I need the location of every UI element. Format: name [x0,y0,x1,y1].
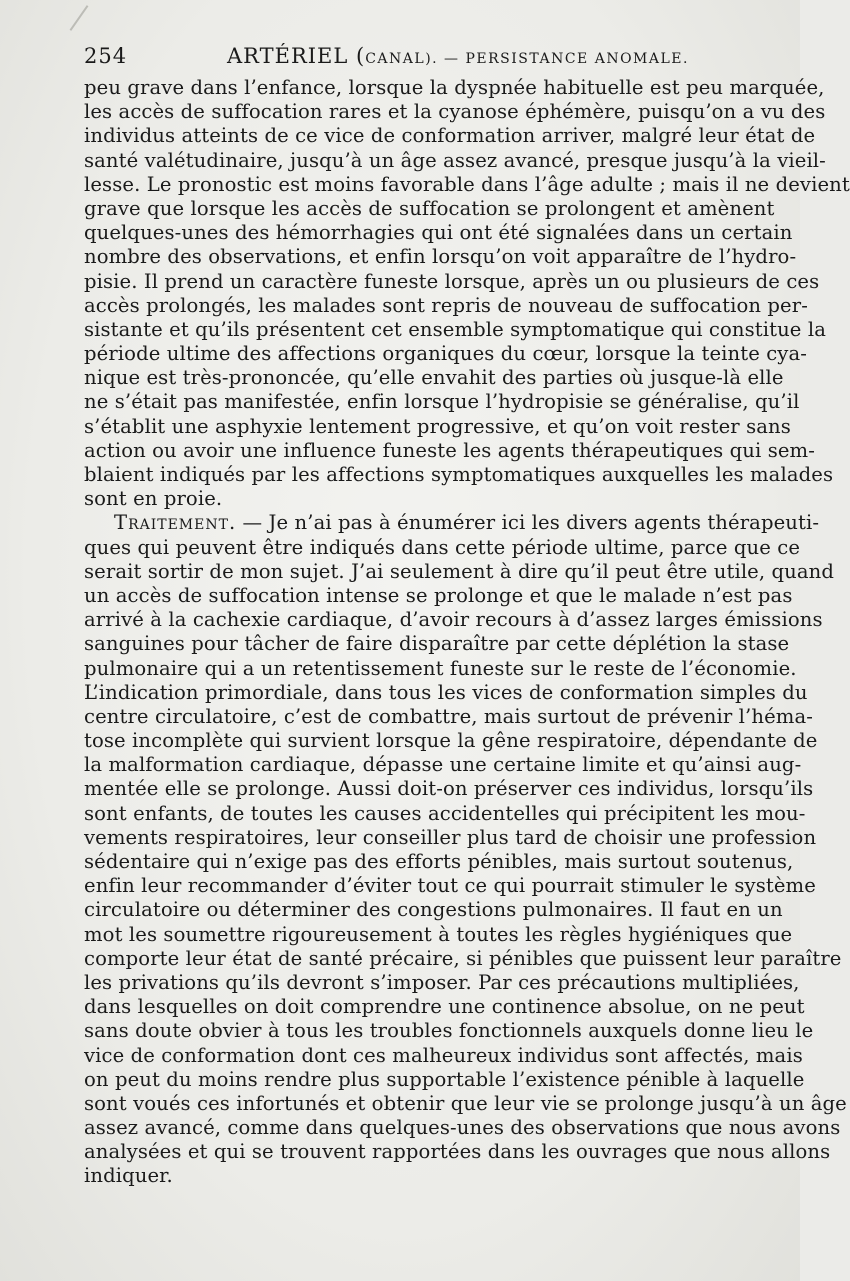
text-line: ques qui peuvent être indiqués dans cette période ultime, parce que ce [84,535,801,559]
text-line: mentée elle se prolonge. Aussi doit-on préserver ces individus, lorsqu’ils [84,777,814,801]
body-text [84,76,850,1189]
text-line: sont en proie. [84,487,223,511]
text-line: assez avancé, comme dans quelques-unes des observations que nous avons [84,1116,841,1140]
text-line: peu grave dans l’enfance, lorsque la dyspnée habituelle est peu marquée, [84,76,825,99]
text-line: vice de conformation dont ces malheureux individus sont affectés, mais [84,1043,803,1067]
text-line: accès prolongés, les malades sont repris de nouveau de suffocation per- [84,293,808,317]
text-line: santé valétudinaire, jusqu’à un âge assez avancé, presque jusqu’à la vieil- [84,148,826,172]
running-header [84,44,724,74]
text-line: centre circulatoire, c’est de combattre, mais surtout de prévenir l’héma- [84,704,813,728]
text-line: sanguines pour tâcher de faire disparaître par cette déplétion la stase [84,632,790,656]
treatment-first-line-text: — Je n’ai pas à énumérer ici les divers agents thérapeuti- [236,511,820,535]
text-line: tose incomplète qui survient lorsque la gêne respiratoire, dépendante de [84,729,818,753]
margin-pencil-mark [70,5,89,31]
treatment-label: Traitement. [114,511,237,535]
text-line: pulmonaire qui a un retentissement funeste sur le reste de l’économie. [84,656,797,680]
running-title-rest: ). — PERSISTANCE ANOMALE. [425,51,689,67]
text-line: grave que lorsque les accès de suffocation se prolongent et amènent [84,196,775,220]
text-line: sistante et qu’ils présentent cet ensemble symptomatique qui constitue la [84,317,826,341]
text-line: sans doute obvier à tous les troubles fonctionnels auxquels donne lieu le [84,1019,814,1043]
text-line: les accès de suffocation rares et la cyanose éphémère, puisqu’on a vu des [84,100,826,124]
running-title-main: ARTÉRIEL ( [227,44,366,68]
page-number: 254 [84,44,128,68]
text-line: quelques-unes des hémorrhagies qui ont été signalées dans un certain [84,221,793,245]
text-line: les privations qu’ils devront s’imposer. Par ces précautions multipliées, [84,970,800,994]
text-line: action ou avoir une influence funeste les agents thérapeutiques qui sem- [84,438,815,462]
text-line: ne s’était pas manifestée, enfin lorsque l’hydropisie se généralise, qu’il [84,390,800,414]
text-line: un accès de suffocation intense se prolonge et que le malade n’est pas [84,583,793,607]
text-line: nombre des observations, et enfin lorsqu’on voit apparaître de l’hydro- [84,245,797,269]
text-line: sédentaire qui n’exige pas des efforts pénibles, mais surtout soutenus, [84,850,794,873]
text-line: vements respiratoires, leur conseiller plus tard de choisir une profession [84,825,817,849]
text-line: période ultime des affections organiques du cœur, lorsque la teinte cya- [84,342,807,366]
text-line: mot les soumettre rigoureusement à toutes les règles hygiéniques que [84,922,793,946]
text-line: comporte leur état de santé précaire, si pénibles que puissent leur paraître [84,946,842,970]
running-title [227,44,689,68]
text-line: indiquer. [84,1164,173,1188]
text-line: nique est très-prononcée, qu’elle envahit des parties où jusque-là elle [84,366,784,390]
text-line: la malformation cardiaque, dépasse une certaine limite et qu’ainsi aug- [84,753,802,777]
paragraph-treatment [84,511,847,1188]
paragraph-prognosis [84,76,850,511]
text-line: arrivé à la cachexie cardiaque, d’avoir recours à d’assez larges émissions [84,608,823,632]
text-line: analysées et qui se trouvent rapportées dans les ouvrages que nous allons [84,1140,831,1164]
text-line: dans lesquelles on doit comprendre une continence absolue, on ne peut [84,995,805,1019]
text-line: serait sortir de mon sujet. J’ai seulement à dire qu’il peut être utile, quand [84,559,835,583]
text-line: enfin leur recommander d’éviter tout ce qui pourrait stimuler le système [84,874,816,898]
text-line: on peut du moins rendre plus supportable l’existence pénible à laquelle [84,1067,805,1091]
running-title-canal: CANAL [365,51,426,67]
text-line: individus atteints de ce vice de conformation arriver, malgré leur état de [84,124,816,148]
text-line: pisie. Il prend un caractère funeste lorsque, après un ou plusieurs de ces [84,269,820,293]
treatment-first-line [84,511,820,535]
text-line: blaient indiqués par les affections symptomatiques auxquelles les malades [84,463,834,486]
text-line: sont voués ces infortunés et obtenir que leur vie se prolonge jusqu’à un âge [84,1091,847,1115]
text-line: circulatoire ou déterminer des congestions pulmonaires. Il faut en un [84,898,783,922]
text-line: lesse. Le pronostic est moins favorable dans l’âge adulte ; mais il ne devient [84,172,850,196]
text-line: s’établit une asphyxie lentement progressive, et qu’on voit rester sans [84,414,791,438]
text-line: L’indication primordiale, dans tous les vices de conformation simples du [84,680,808,704]
text-line: sont enfants, de toutes les causes accidentelles qui précipitent les mou- [84,801,806,825]
